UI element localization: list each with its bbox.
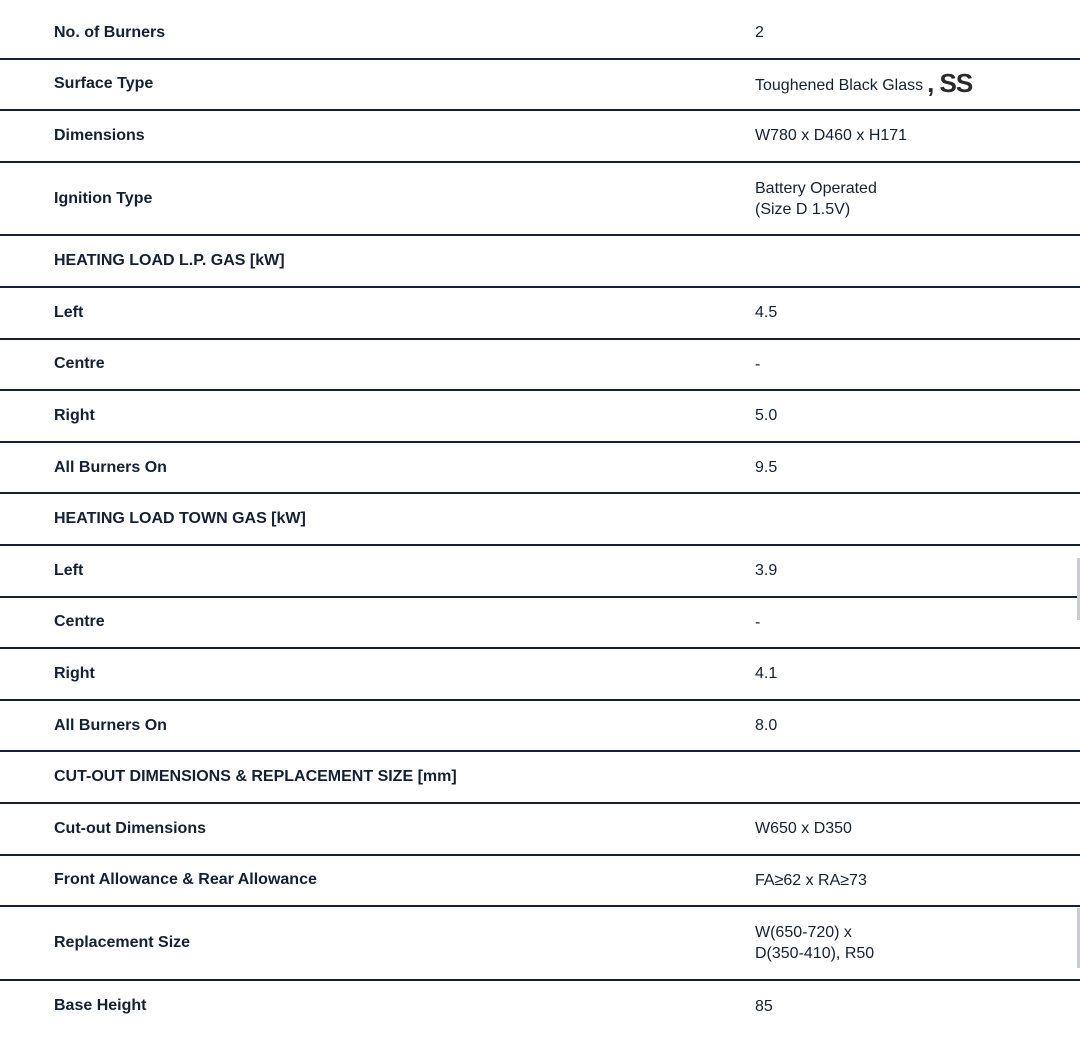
spec-value: W780 x D460 x H171	[755, 127, 908, 145]
section-header-town-gas	[0, 494, 1080, 546]
spec-label: Cut-out Dimensions	[54, 819, 206, 837]
spec-row-replacement-size	[0, 907, 1080, 981]
spec-label: Front Allowance & Rear Allowance	[54, 871, 317, 889]
spec-value: 2	[755, 24, 764, 42]
spec-row-no-of-burners	[0, 8, 1080, 60]
spec-row-base-height	[0, 981, 1080, 1033]
spec-row-town-all-burners	[0, 701, 1080, 753]
spec-row-town-right	[0, 649, 1080, 701]
spec-row-lp-all-burners	[0, 443, 1080, 495]
spec-label: Centre	[54, 355, 105, 373]
spec-label: No. of Burners	[54, 23, 166, 41]
spec-value-line: Battery Operated	[755, 179, 877, 197]
spec-table	[0, 8, 1080, 1032]
spec-row-ignition-type	[0, 163, 1080, 237]
spec-value-line: W(650-720) x	[755, 923, 852, 941]
spec-label: Base Height	[54, 997, 147, 1015]
spec-value: -	[755, 355, 761, 373]
section-title: HEATING LOAD TOWN GAS [kW]	[54, 510, 306, 528]
spec-value: W650 x D350	[755, 820, 852, 838]
spec-value: 3.9	[755, 562, 778, 580]
spec-label: Right	[54, 406, 95, 424]
spec-row-lp-left	[0, 288, 1080, 340]
spec-label: All Burners On	[54, 458, 167, 476]
spec-row-dimensions	[0, 111, 1080, 163]
spec-value: -	[755, 613, 761, 631]
spec-label: Ignition Type	[54, 189, 153, 207]
spec-label: Centre	[54, 613, 105, 631]
spec-value-line: (Size D 1.5V)	[755, 200, 851, 218]
section-header-cutout	[0, 752, 1080, 804]
spec-row-town-left	[0, 546, 1080, 598]
spec-value: 4.5	[755, 304, 778, 322]
spec-value	[755, 178, 877, 220]
spec-row-front-rear-allowance	[0, 856, 1080, 908]
spec-label: Right	[54, 664, 95, 682]
spec-label: Left	[54, 561, 84, 579]
spec-label: Left	[54, 303, 84, 321]
spec-label: All Burners On	[54, 716, 167, 734]
spec-row-cutout-dimensions	[0, 804, 1080, 856]
section-title: CUT-OUT DIMENSIONS & REPLACEMENT SIZE [mm]	[54, 768, 457, 786]
spec-value: 4.1	[755, 665, 778, 683]
spec-value: 8.0	[755, 717, 778, 735]
spec-value-line: D(350-410), R50	[755, 944, 875, 962]
spec-row-lp-right	[0, 391, 1080, 443]
spec-value	[755, 67, 973, 98]
spec-label: Surface Type	[54, 75, 154, 93]
spec-label: Replacement Size	[54, 933, 191, 951]
spec-value: 85	[755, 997, 773, 1015]
section-title: HEATING LOAD L.P. GAS [kW]	[54, 252, 285, 270]
spec-value-text: Toughened Black Glass	[755, 76, 924, 94]
spec-row-lp-centre	[0, 340, 1080, 392]
section-header-lp-gas	[0, 236, 1080, 288]
spec-label: Dimensions	[54, 126, 145, 144]
spec-row-town-centre	[0, 598, 1080, 650]
spec-row-surface-type	[0, 60, 1080, 112]
spec-value: 9.5	[755, 459, 778, 477]
spec-value	[755, 922, 874, 964]
spec-value: 5.0	[755, 407, 778, 425]
spec-value: FA≥62 x RA≥73	[755, 871, 867, 889]
stainless-steel-mark: , SS	[927, 67, 973, 98]
